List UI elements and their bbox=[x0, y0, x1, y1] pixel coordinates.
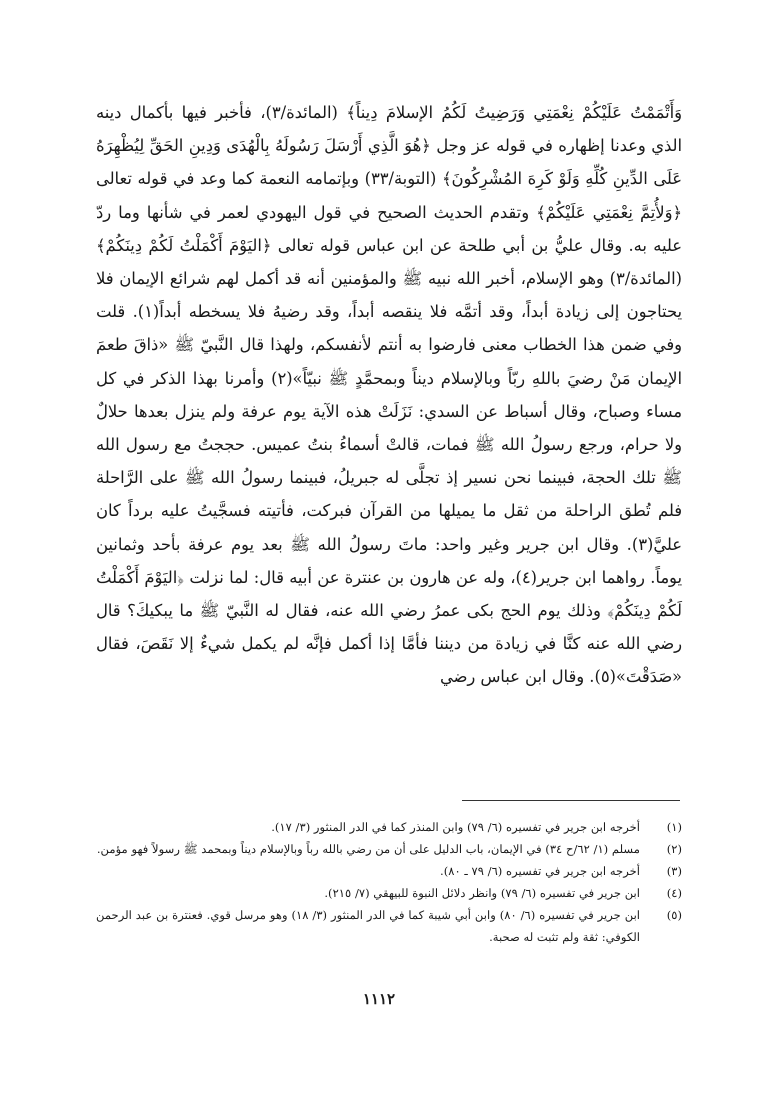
footnote-5 bbox=[96, 904, 682, 948]
footnotes bbox=[96, 816, 682, 948]
footnote-number: (٣) bbox=[666, 864, 682, 878]
footnote-text: أخرجه ابن جرير في تفسيره (٦/ ٧٩ ـ ٨٠). bbox=[440, 864, 640, 878]
footnote-number: (٥) bbox=[666, 908, 682, 922]
footnote-2 bbox=[96, 838, 682, 860]
footnote-text: ابن جرير في تفسيره (٦/ ٧٩) وانظر دلائل النبوة للبيهقي (٧/ ٢١٥). bbox=[324, 886, 640, 900]
footnote-number: (١) bbox=[666, 820, 682, 834]
page-number: ١١١٢ bbox=[362, 990, 396, 1008]
page-body bbox=[96, 96, 682, 694]
body-text bbox=[96, 96, 682, 694]
footnote-number: (٤) bbox=[666, 886, 682, 900]
footnote-3 bbox=[96, 860, 682, 882]
footnote-4 bbox=[96, 882, 682, 904]
body-paragraph: وَأَتْمَمْتُ عَلَيْكُمْ نِعْمَتِي وَرَضِيتُ لَكُمُ الإسلامَ دِيناً﴾ (المائدة/٣)، فأخبر فيها بأكمال دينه الذي وعدنا إظهاره في قوله عز وجل ﴿هُوَ الَّذِي أَرْسَلَ رَسُولَهُ بِالْهُدَى وَدِينِ الحَقِّ لِيُظْهِرَهُ عَلَى الدِّينِ كُلِّهِ وَلَوْ كَرِهَ المُشْرِكُونَ﴾ (التوبة/٣٣) وبإتمامه النعمة كما وعد في قوله تعالى ﴿وَلأُتِمَّ نِعْمَتِي عَلَيْكُمْ﴾ وتقدم الحديث الصحيح في قول اليهودي لعمر في شأنها وما ردّ عليه به. وقال عليُّ بن أبي طلحة عن ابن عباس قوله تعالى ﴿اليَوْمَ أَكْمَلْتُ لَكُمْ دِينَكُمْ﴾ (المائدة/٣) وهو الإسلام، أخبر الله نبيه ﷺ والمؤمنين أنه قد أكمل لهم شرائع الإيمان فلا يحتاجون إلى زيادة أبداً، وقد أتمَّه فلا ينقصه أبداً، وقد رضيهُ فلا يسخطه أبداً(١). قلت وفي ضمن هذا الخطاب معنى فارضوا به أنتم لأنفسكم، ولهذا قال النَّبيّ ﷺ «ذاقَ طعمَ الإيمان مَنْ رضيَ باللهِ ربّاً وبالإسلام ديناً وبمحمَّدٍ ﷺ نبيّاً»(٢) وأمرنا بهذا الذكر في كل مساء وصباح، وقال أسباط عن السدي: نَزَلَتْ هذه الآية يوم عرفة ولم ينزل بعدها حلالٌ ولا حرام، ورجع رسولُ الله ﷺ فمات، قالتْ أسماءُ بنتُ عميس. حججتُ مع رسول الله ﷺ تلك الحجة، فبينما نحن نسير إذ تجلَّى له جبريلُ، فبينما رسولُ الله ﷺ على الرَّاحلة فلم تُطق الراحلة من ثقل ما يميلها من القرآن فبركت، فأتيته فسجَّيتُ عليه برداً كان عليَّ(٣). وقال ابن جرير وغير واحد: ماتَ رسولُ الله ﷺ بعد يوم عرفة بأحد وثمانين يوماً. رواهما ابن جرير(٤)، وله عن هارون بن عنترة عن أبيه قال: لما نزلت ﴿اليَوْمَ أَكْمَلْتُ لَكُمْ دِينَكُمْ﴾ وذلك يوم الحج بكى عمرُ رضي الله عنه، فقال له النَّبيّ ﷺ ما يبكيكَ؟ قال رضي الله عنه كنَّا في زيادة من ديننا فأمَّا إذا أكمل فإنَّه لم يكمل شيءٌ إلا نَقَصَ، فقال «صَدَقْتَ»(٥). وقال ابن عباس رضي bbox=[96, 103, 682, 687]
footnote-text: مسلم (١/ ٦٢/ح ٣٤) في الإيمان، باب الدليل على أن من رضي بالله رباً وبالإسلام ديناً وبمحمد ﷺ رسولاً فهو مؤمن. bbox=[96, 842, 640, 856]
footnote-text: أخرجه ابن جرير في تفسيره (٦/ ٧٩) وابن المنذر كما في الدر المنثور (٣/ ١٧). bbox=[271, 820, 640, 834]
footnote-number: (٢) bbox=[666, 842, 682, 856]
footnote-separator bbox=[462, 800, 680, 801]
footnote-1 bbox=[96, 816, 682, 838]
footnote-text: ابن جرير في تفسيره (٦/ ٨٠) وابن أبي شيبة كما في الدر المنثور (٣/ ١٨) وهو مرسل قوي. فعنترة بن عبد الرحمن الكوفي: ثقة ولم تثبت له صحبة. bbox=[96, 908, 641, 944]
